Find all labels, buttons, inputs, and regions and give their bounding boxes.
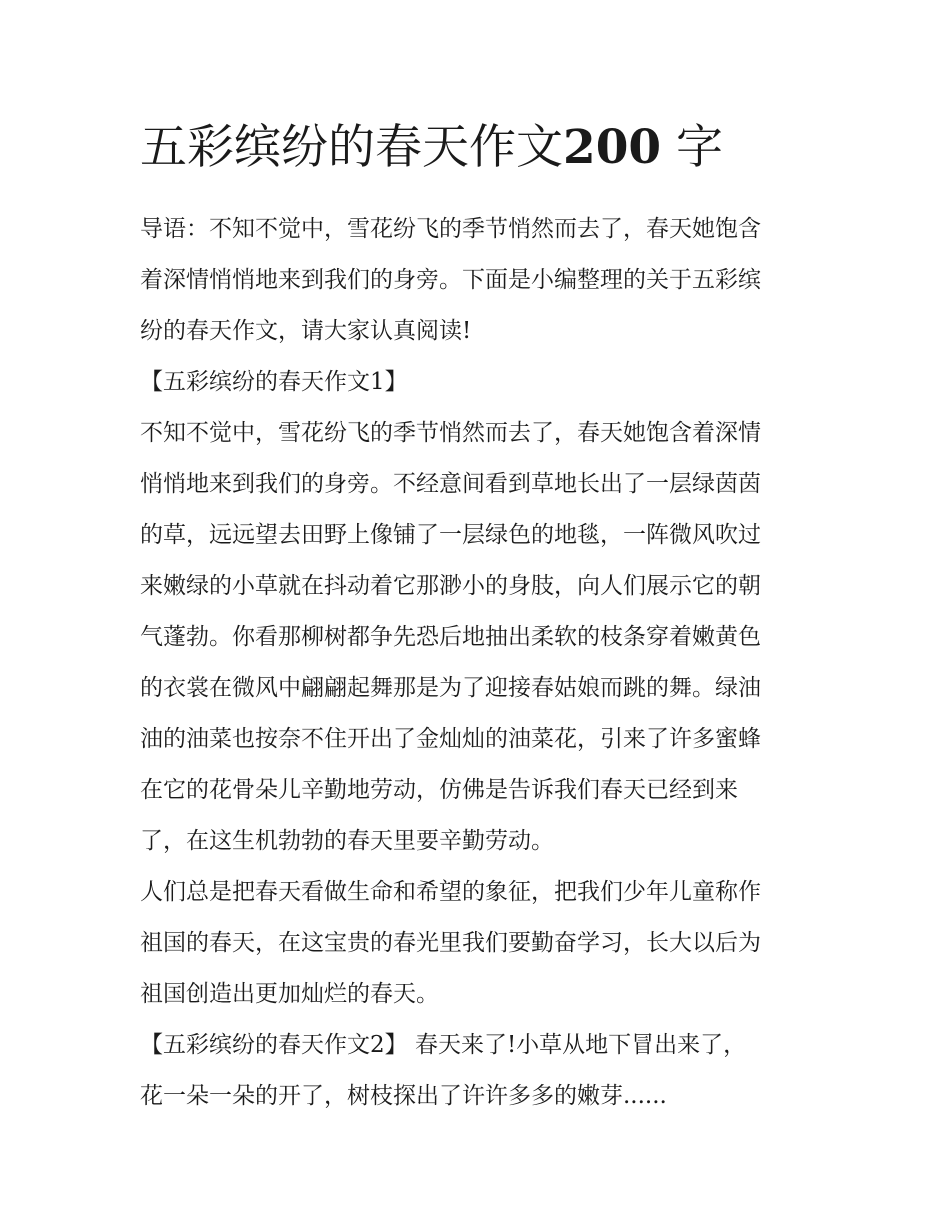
intro-line: 着深情悄悄地来到我们的身旁。下面是小编整理的关于五彩缤 (140, 267, 761, 293)
essay-2-line: 花一朵一朵的开了，树枝探出了许许多多的嫩芽...... (140, 1083, 667, 1109)
essay-1-line: 祖国创造出更加灿烂的春天。 (140, 981, 439, 1007)
essay-1-line: 悄悄地来到我们的身旁。不经意间看到草地长出了一层绿茵茵 (140, 471, 761, 497)
document-title (140, 118, 820, 178)
document-page (140, 118, 820, 1122)
essay-1-line: 的草，远远望去田野上像铺了一层绿色的地毯，一阵微风吹过 (140, 522, 761, 548)
essay-1-line: 气蓬勃。你看那柳树都争先恐后地抽出柔软的枝条穿着嫩黄色 (140, 624, 761, 650)
intro-line: 纷的春天作文，请大家认真阅读! (140, 318, 472, 344)
essay-1-line: 油的油菜也按奈不住开出了金灿灿的油菜花，引来了许多蜜蜂 (140, 726, 761, 752)
essay-1-line: 祖国的春天，在这宝贵的春光里我们要勤奋学习，长大以后为 (140, 930, 761, 956)
section-heading-1: 【五彩缤纷的春天作文1】 (140, 369, 408, 395)
title-suffix: 字 (661, 120, 724, 175)
title-text: 五彩缤纷的春天作文 (140, 120, 563, 175)
essay-1-line: 不知不觉中，雪花纷飞的季节悄然而去了，春天她饱含着深情 (140, 420, 761, 446)
document-body (140, 204, 820, 1122)
title-number: 200 (563, 120, 662, 175)
essay-1-line: 的衣裳在微风中翩翩起舞那是为了迎接春姑娘而跳的舞。绿油 (140, 675, 761, 701)
essay-1-line: 了，在这生机勃勃的春天里要辛勤劳动。 (140, 828, 554, 854)
essay-1-line: 在它的花骨朵儿辛勤地劳动，仿佛是告诉我们春天已经到来 (140, 777, 738, 803)
section-heading-2: 【五彩缤纷的春天作文2】 春天来了!小草从地下冒出来了， (140, 1032, 747, 1058)
essay-1-line: 人们总是把春天看做生命和希望的象征，把我们少年儿童称作 (140, 879, 761, 905)
intro-line: 导语：不知不觉中，雪花纷飞的季节悄然而去了，春天她饱含 (140, 216, 761, 242)
essay-1-line: 来嫩绿的小草就在抖动着它那渺小的身肢，向人们展示它的朝 (140, 573, 761, 599)
